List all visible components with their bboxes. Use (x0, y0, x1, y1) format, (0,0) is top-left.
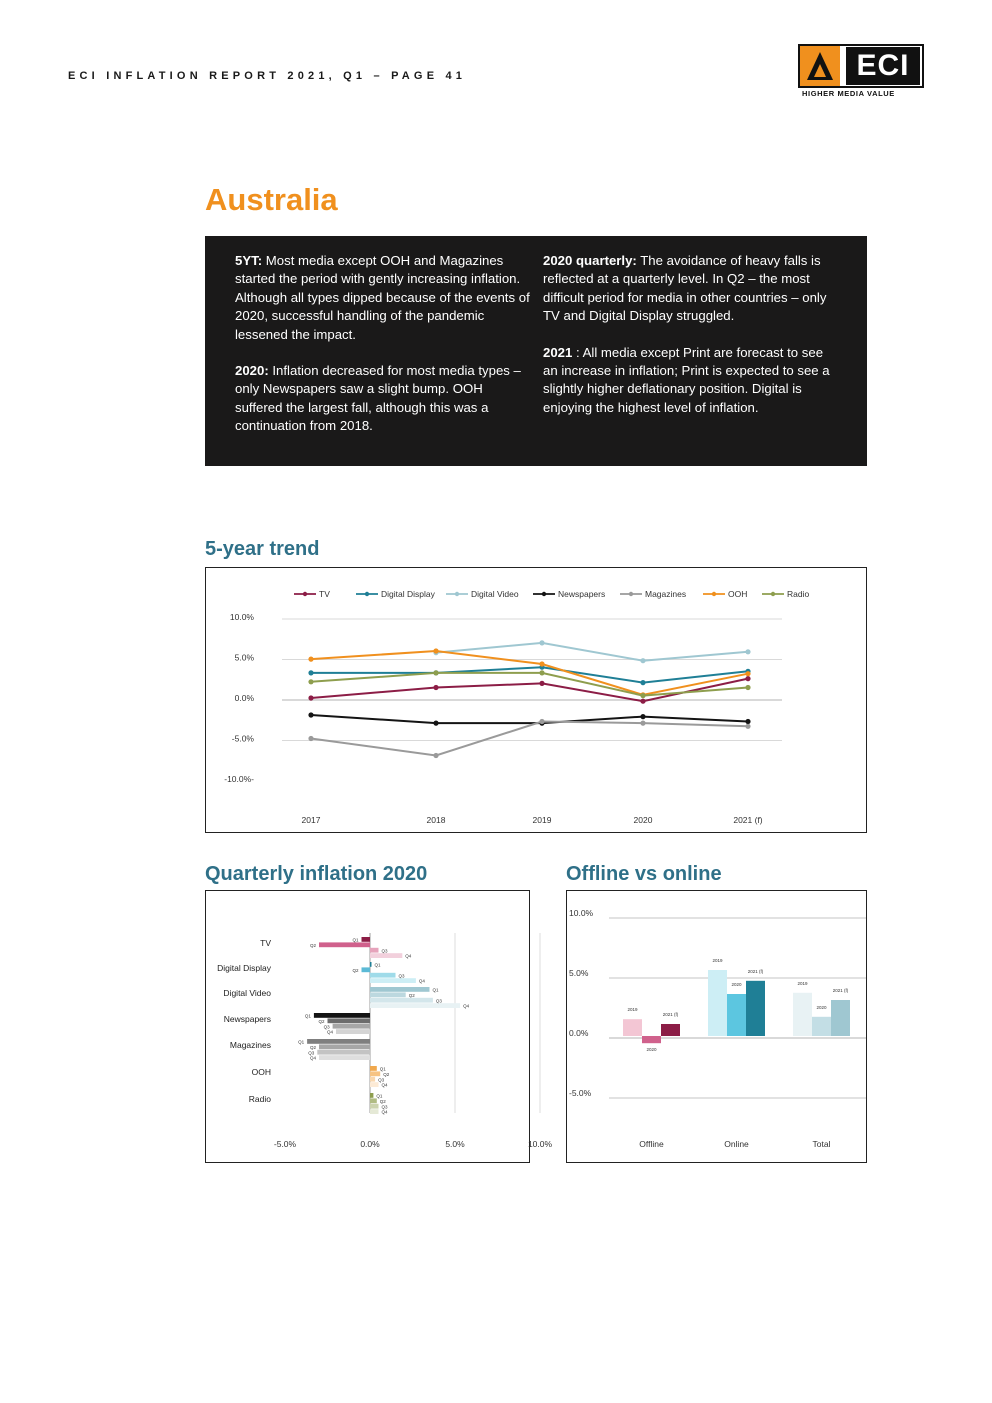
bar-quarter-label: Q3 (381, 1104, 388, 1110)
bar-year-label: 2020 (731, 982, 742, 987)
data-point (745, 719, 750, 724)
data-point (539, 670, 544, 675)
offline-online-bar-chart (567, 891, 866, 1162)
trend-chart-panel (205, 567, 867, 833)
data-point (745, 724, 750, 729)
bar (708, 970, 727, 1036)
bar (746, 981, 765, 1036)
bar (307, 1039, 370, 1044)
legend-label: OOH (728, 589, 748, 599)
bar (370, 1082, 379, 1087)
x-tick-label: -5.0% (273, 1139, 297, 1149)
series-line-newspapers (311, 715, 748, 723)
data-point (539, 681, 544, 686)
bar (319, 1044, 370, 1049)
summary-heading: 2020 quarterly: (543, 253, 637, 268)
quarterly-section-title: Quarterly inflation 2020 (205, 863, 428, 885)
legend-marker (542, 592, 546, 596)
y-tick-label: 5.0% (234, 652, 254, 663)
category-label: Total (812, 1139, 831, 1149)
summary-heading: 5YT: (235, 253, 263, 268)
bar-quarter-label: Q3 (323, 1024, 330, 1030)
bar-quarter-label: Q1 (304, 1013, 311, 1019)
y-tick-label: 0.0% (569, 1028, 589, 1038)
legend-label: Newspapers (558, 589, 606, 599)
data-point (433, 648, 438, 653)
legend-marker (629, 592, 633, 596)
bar-year-label: 2021 (f) (832, 988, 849, 993)
x-tick-label: 5.0% (445, 1139, 465, 1149)
legend-label: Magazines (645, 589, 687, 599)
bar-quarter-label: Q2 (309, 1044, 316, 1050)
quarterly-chart-panel (205, 890, 553, 1163)
summary-2020-quarterly (543, 252, 841, 326)
category-label: Digital Video (223, 988, 271, 998)
bar (370, 1104, 379, 1109)
summary-text: : All media except Print are forecast to see an increase in inflation; Print is expected to see a slightly higher deflationary position. Digital is enjoying the highest level of inflation. (543, 344, 830, 415)
series-line-digital-video (436, 643, 748, 661)
bar (362, 937, 371, 942)
data-point (539, 719, 544, 724)
data-point (433, 721, 438, 726)
bar-year-label: 2019 (627, 1007, 638, 1013)
bar (328, 1018, 371, 1023)
bar-quarter-label: Q2 (379, 1098, 386, 1104)
summary-left-column (235, 252, 533, 454)
bar (317, 1050, 370, 1055)
quarterly-bar-chart (206, 891, 553, 1162)
bar (370, 998, 433, 1003)
bar (812, 1017, 831, 1036)
data-point (640, 658, 645, 663)
data-point (539, 640, 544, 645)
data-point (640, 680, 645, 685)
data-point (539, 661, 544, 666)
bar-year-label: 2020 (816, 1004, 827, 1010)
legend-label: Digital Video (471, 589, 519, 599)
bar-quarter-label: Q2 (309, 942, 316, 948)
bar (831, 1000, 850, 1036)
page-title: Australia (205, 182, 338, 217)
bar (370, 953, 402, 958)
data-point (640, 699, 645, 704)
category-label: TV (260, 938, 271, 948)
legend-marker (303, 592, 307, 596)
report-header: ECI INFLATION REPORT 2021, Q1 – PAGE 41 (68, 70, 467, 82)
series-line-digital-display (311, 667, 748, 682)
bar-quarter-label: Q1 (352, 937, 359, 943)
trend-section-title: 5-year trend (205, 538, 320, 560)
bar (370, 973, 396, 978)
bar-year-label: 2020 (646, 1047, 657, 1053)
bar-quarter-label: Q2 (318, 1018, 325, 1024)
bar (319, 1055, 370, 1060)
category-label: Online (724, 1139, 749, 1149)
data-point (745, 671, 750, 676)
bar (370, 1003, 460, 1008)
bar (370, 1093, 373, 1098)
y-tick-label: 10.0% (569, 908, 594, 918)
bar-quarter-label: Q1 (432, 987, 439, 993)
bar-year-label: 2019 (712, 958, 723, 963)
bar-quarter-label: Q4 (405, 953, 412, 959)
bar-quarter-label: Q4 (381, 1082, 388, 1088)
y-tick-label: 5.0% (569, 968, 589, 978)
bar (642, 1036, 661, 1043)
data-point (308, 736, 313, 741)
bar (370, 1109, 379, 1114)
summary-text: The avoidance of heavy falls is reflected at a quarterly level. In Q2 – the most difficult period for media in other countries – only TV and Digital Display struggled. (543, 253, 827, 324)
bar-quarter-label: Q4 (381, 1109, 388, 1115)
bar-quarter-label: Q2 (383, 1071, 390, 1077)
bar-quarter-label: Q1 (298, 1039, 305, 1045)
data-point (640, 721, 645, 726)
legend-marker (365, 592, 369, 596)
summary-heading: 2021 (543, 344, 573, 360)
y-tick-label: 0.0% (234, 693, 254, 703)
logo-wordmark: ECI (846, 47, 920, 85)
bar (370, 987, 430, 992)
bar (661, 1024, 680, 1036)
series-line-tv (311, 679, 748, 702)
category-label: Magazines (229, 1040, 271, 1050)
logo-tagline: HIGHER MEDIA VALUE (802, 89, 895, 98)
bar-year-label: 2019 (797, 980, 808, 986)
offline-online-section-title: Offline vs online (566, 863, 722, 885)
data-point (308, 670, 313, 675)
data-point (433, 670, 438, 675)
summary-heading: 2020: (235, 363, 269, 379)
data-point (745, 676, 750, 681)
summary-5yt (235, 252, 533, 344)
y-tick-label: 10.0% (229, 612, 254, 622)
bar (623, 1019, 642, 1036)
logo-triangle-icon (800, 46, 840, 86)
data-point (640, 693, 645, 698)
bar-quarter-label: Q2 (352, 967, 359, 973)
bar-quarter-label: Q3 (308, 1050, 315, 1056)
bar (370, 1071, 380, 1076)
category-label: OOH (251, 1067, 271, 1077)
bar-quarter-label: Q1 (376, 1093, 383, 1099)
bar-quarter-label: Q3 (435, 998, 442, 1004)
legend-label: Radio (787, 589, 810, 599)
bar (370, 1066, 377, 1071)
data-point (308, 695, 313, 700)
bar-quarter-label: Q4 (418, 978, 425, 984)
bar (314, 1013, 370, 1018)
series-line-magazines (311, 722, 748, 756)
data-point (745, 685, 750, 690)
category-label: Radio (248, 1094, 271, 1104)
summary-right-column (543, 252, 841, 435)
category-label: Newspapers (223, 1014, 271, 1024)
bar-quarter-label: Q3 (398, 973, 405, 979)
data-point (433, 753, 438, 758)
legend-marker (455, 592, 459, 596)
y-tick-label: -10.0%- (224, 774, 254, 784)
bar (793, 993, 812, 1036)
bar-quarter-label: Q1 (379, 1066, 386, 1072)
bar (370, 1077, 375, 1082)
offline-online-chart-panel (566, 890, 867, 1163)
bar-quarter-label: Q3 (378, 1077, 385, 1083)
legend-label: Digital Display (381, 589, 435, 599)
x-tick-label: 10.0% (527, 1139, 553, 1149)
summary-text: Most media except OOH and Magazines started the period with gently increasing inflation. Although all types dipped because of the events of 2020, successful handling of the pandemic lessened the impact. (235, 253, 530, 342)
bar-quarter-label: Q4 (309, 1055, 316, 1061)
bar-year-label: 2021 (f) (662, 1012, 679, 1017)
bar-quarter-label: Q1 (374, 962, 381, 968)
bar-year-label: 2021 (f) (747, 968, 764, 974)
x-tick-label: 2018 (426, 815, 446, 825)
bar-quarter-label: Q4 (463, 1003, 470, 1009)
x-tick-label: 2017 (301, 815, 321, 825)
legend-label: TV (319, 589, 330, 599)
category-label: Digital Display (217, 963, 271, 973)
legend-marker (771, 592, 775, 596)
eci-logo (798, 44, 924, 102)
x-tick-label: 2020 (633, 815, 653, 825)
summary-2021 (543, 344, 841, 418)
bar-quarter-label: Q4 (326, 1029, 333, 1035)
data-point (745, 649, 750, 654)
data-point (308, 712, 313, 717)
data-point (640, 714, 645, 719)
bar (362, 967, 371, 972)
x-tick-label: 0.0% (360, 1139, 380, 1149)
data-point (308, 657, 313, 662)
data-point (308, 679, 313, 684)
bar (370, 962, 372, 967)
legend-marker (712, 592, 716, 596)
summary-box (205, 236, 867, 466)
summary-text: Inflation decreased for most media types – only Newspapers saw a slight bump. OOH suffered the largest fall, although this was a continuation from 2018. (235, 363, 521, 434)
bar (727, 994, 746, 1036)
y-tick-label: -5.0% (569, 1088, 592, 1098)
trend-line-chart (206, 568, 866, 832)
bar (336, 1029, 370, 1034)
bar (370, 992, 406, 997)
x-tick-label: 2019 (532, 815, 552, 825)
y-tick-label: -5.0% (231, 733, 254, 744)
bar (370, 978, 416, 983)
summary-2020 (235, 362, 533, 436)
bar-quarter-label: Q2 (408, 992, 415, 998)
bar (370, 1098, 377, 1103)
category-label: Offline (639, 1139, 664, 1149)
x-tick-label: 2021 (f) (733, 815, 763, 825)
bar (370, 948, 379, 953)
data-point (433, 685, 438, 690)
bar (319, 942, 370, 947)
bar (333, 1024, 370, 1029)
bar-quarter-label: Q3 (381, 948, 388, 954)
